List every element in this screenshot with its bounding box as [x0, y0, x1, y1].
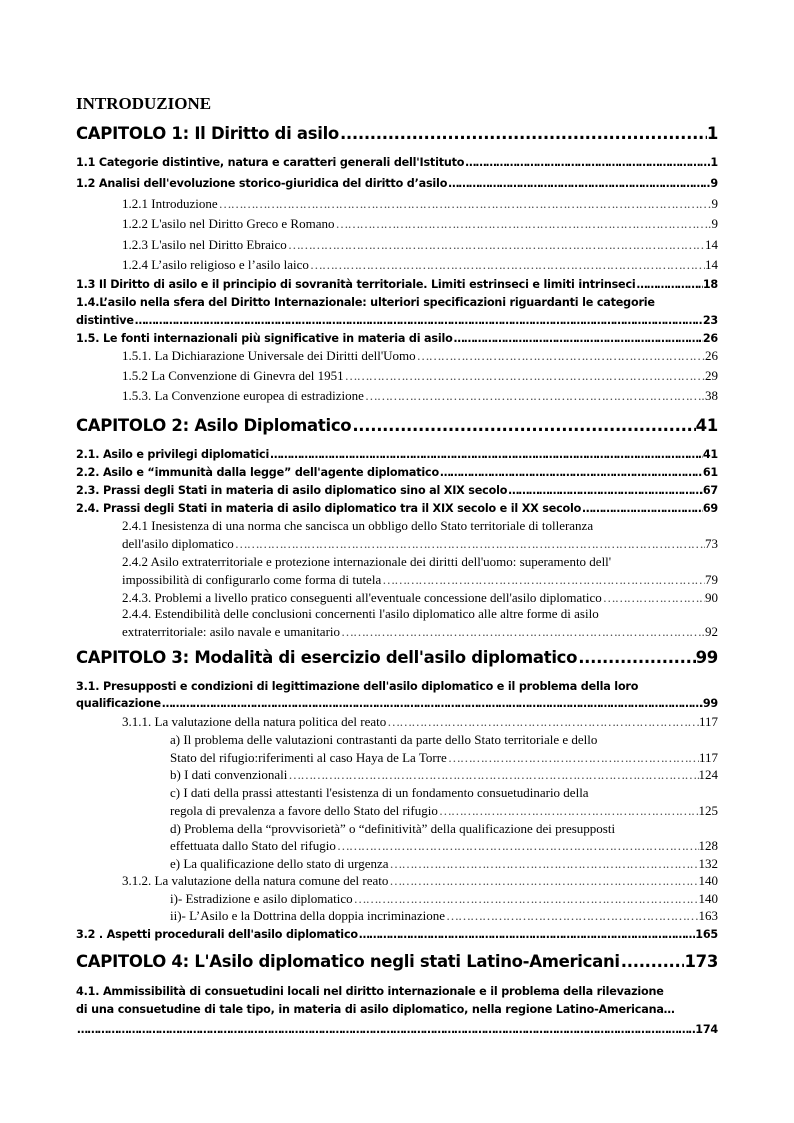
leader-dots — [439, 466, 703, 479]
entry-page: 125 — [698, 803, 718, 818]
toc-entry-3-1-1-a-cont[interactable] — [170, 750, 718, 766]
leader-dots — [269, 448, 703, 461]
entry-page: 41 — [695, 416, 718, 435]
toc-entry-1-5-1[interactable] — [122, 348, 718, 364]
entry-title: CAPITOLO 4: L'Asilo diplomatico negli stati Latino-Americani — [76, 952, 620, 971]
leader-dots — [358, 928, 695, 941]
toc-entry-2-4-4[interactable] — [122, 606, 718, 622]
entry-page: 1 — [706, 124, 718, 143]
entry-page: 90 — [705, 590, 718, 605]
entry-page: 92 — [705, 624, 718, 639]
entry-title: CAPITOLO 1: Il Diritto di asilo — [76, 124, 339, 143]
toc-entry-1-5-3[interactable] — [122, 388, 718, 404]
leader-dots — [388, 873, 698, 889]
entry-page: 41 — [702, 448, 718, 461]
entry-title: effettuata dallo Stato del rifugio — [170, 838, 336, 853]
entry-page: 73 — [705, 536, 718, 551]
entry-title: impossibilità di configurarlo come forma di tutela — [122, 572, 382, 587]
toc-entry-3-1-2[interactable] — [122, 873, 718, 889]
leader-dots — [134, 314, 703, 327]
entry-title: 2.3. Prassi degli Stati in materia di asilo diplomatico sino al XIX secolo — [76, 484, 508, 497]
entry-title: b) I dati convenzionali — [170, 767, 288, 782]
leader-dots — [416, 348, 705, 364]
toc-entry-3-1-1-d-cont[interactable] — [170, 838, 718, 854]
entry-page: 26 — [705, 348, 718, 363]
entry-title: 1.2.4 L’asilo religioso e l’asilo laico — [122, 257, 309, 272]
toc-entry-2-4[interactable] — [76, 502, 718, 515]
entry-title: distintive — [76, 314, 134, 327]
leader-dots — [218, 196, 712, 212]
leader-dots — [636, 278, 703, 291]
entry-title: 1.1 Categorie distintive, natura e caratteri generali dell'Istituto — [76, 156, 465, 169]
toc-entry-3-1-1-a[interactable] — [170, 732, 718, 748]
entry-title: regola di prevalenza a favore dello Stato del rifugio — [170, 803, 438, 818]
toc-entry-3-1-1-d[interactable] — [170, 821, 718, 837]
entry-title: 1.2.1 Introduzione — [122, 196, 218, 211]
entry-title-line1: 3.1. Presupposti e condizioni di legittimazione dell'asilo diplomatico e il problema della loro — [76, 680, 639, 693]
leader-dots — [438, 803, 699, 819]
leader-dots — [581, 502, 703, 515]
entry-title: extraterritoriale: asilo navale e umanitario — [122, 624, 341, 639]
leader-dots — [447, 177, 710, 190]
entry-page: 132 — [698, 856, 718, 871]
entry-title-line1: 4.1. Ammissibilità di consuetudini locali nel diritto internazionale e il problema della rilevazione — [76, 985, 664, 998]
toc-entry-1-4-cont[interactable] — [76, 314, 718, 327]
toc-entry-3-1-2-ii[interactable] — [170, 908, 718, 924]
entry-title: 3.2 . Aspetti procedurali dell'asilo diplomatico — [76, 928, 358, 941]
leader-dots — [351, 416, 695, 435]
entry-title: ii)- L’Asilo e la Dottrina della doppia incriminazione — [170, 908, 445, 923]
entry-title-line1: 1.4.L’asilo nella sfera del Diritto Internazionale: ulteriori specificazioni riguardanti le categorie — [76, 296, 655, 309]
entry-title: 1.3 Il Diritto di asilo e il principio di sovranità territoriale. Limiti estrinseci e limiti intrinseci — [76, 278, 636, 291]
entry-title: 2.4. Prassi degli Stati in materia di asilo diplomatico tra il XIX secolo e il XX secolo — [76, 502, 582, 515]
entry-page: 9 — [710, 177, 718, 190]
toc-entry-4-1[interactable] — [76, 985, 718, 998]
toc-entry-1-2-4[interactable] — [122, 257, 718, 273]
entry-page: 23 — [702, 314, 718, 327]
leader-dots — [340, 624, 705, 640]
toc-entry-2-4-3[interactable] — [122, 590, 718, 606]
entry-title: 2.1. Asilo e privilegi diplomatici — [76, 448, 270, 461]
entry-page: 99 — [702, 697, 718, 710]
toc-entry-2-1[interactable] — [76, 448, 718, 461]
entry-title-line1: c) I dati della prassi attestanti l'esistenza di un fondamento consuetudinario della — [170, 785, 589, 800]
leader-dots — [453, 332, 703, 345]
toc-entry-3-1-1[interactable] — [122, 714, 718, 730]
entry-page: 174 — [695, 1023, 718, 1036]
leader-dots — [76, 1023, 695, 1036]
entry-page: 99 — [695, 648, 718, 667]
toc-entry-cap4[interactable] — [76, 952, 718, 971]
entry-title: 1.2.3 L'asilo nel Diritto Ebraico — [122, 237, 287, 252]
toc-entry-1-3[interactable] — [76, 278, 718, 291]
leader-dots — [577, 648, 695, 667]
entry-title-line1: 2.4.2 Asilo extraterritoriale e protezione internazionale dei diritti dell'uomo: superamento dell' — [122, 554, 612, 569]
toc-entry-1-1[interactable] — [76, 156, 718, 169]
entry-title: 2.4.3. Problemi a livello pratico conseguenti all'eventuale concessione dell'asilo diplomatico — [122, 590, 602, 605]
entry-page: 117 — [698, 750, 718, 765]
toc-entry-3-1-1-c-cont[interactable] — [170, 803, 718, 819]
entry-title-line1: 2.4.4. Estendibilità delle conclusioni concernenti l'asilo diplomatico alle altre forme di asilo — [122, 606, 599, 621]
toc-entry-1-2-1[interactable] — [122, 196, 718, 212]
entry-page: 117 — [698, 714, 718, 729]
entry-title: 1.5.2 La Convenzione di Ginevra del 1951 — [122, 368, 344, 383]
entry-page: 9 — [711, 216, 718, 231]
toc-entry-1-5[interactable] — [76, 332, 718, 345]
entry-title: Stato del rifugio:riferimenti al caso Haya de La Torre — [170, 750, 447, 765]
entry-title: i)- Estradizione e asilo diplomatico — [170, 891, 353, 906]
leader-dots — [445, 908, 699, 924]
toc-entry-1-2-2[interactable] — [122, 216, 718, 232]
leader-dots — [287, 767, 698, 783]
entry-title: dell'asilo diplomatico — [122, 536, 234, 551]
entry-page: 79 — [705, 572, 718, 587]
entry-title: 1.2.2 L'asilo nel Diritto Greco e Romano — [122, 216, 335, 231]
entry-page: 9 — [711, 196, 718, 211]
leader-dots — [161, 697, 703, 710]
leader-dots — [364, 388, 705, 404]
leader-dots — [447, 750, 699, 766]
entry-title: 2.2. Asilo e “immunità dalla legge” dell'agente diplomatico — [76, 466, 439, 479]
entry-page: 61 — [702, 466, 718, 479]
toc-entry-1-2[interactable] — [76, 177, 718, 190]
leader-dots — [381, 572, 705, 588]
introduzione-heading: INTRODUZIONE — [76, 94, 212, 113]
entry-title: qualificazione — [76, 697, 161, 710]
toc-entry-2-4-2-cont[interactable] — [122, 572, 718, 588]
entry-page: 165 — [695, 928, 718, 941]
leader-dots — [234, 536, 705, 552]
toc-entry-1-5-2[interactable] — [122, 368, 718, 384]
entry-title: 1.5. Le fonti internazionali più significative in materia di asilo — [76, 332, 453, 345]
entry-page: 69 — [702, 502, 718, 515]
entry-title: 3.1.1. La valutazione della natura politica del reato — [122, 714, 387, 729]
leader-dots — [389, 856, 699, 872]
leader-dots — [287, 237, 705, 253]
leader-dots — [464, 156, 710, 169]
entry-title: 1.5.3. La Convenzione europea di estradizione — [122, 388, 364, 403]
entry-title: 1.2 Analisi dell'evoluzione storico-giuridica del diritto d’asilo — [76, 177, 448, 190]
entry-page: 128 — [698, 838, 718, 853]
toc-entry-3-1-1-c[interactable] — [170, 785, 718, 801]
leader-dots — [336, 838, 699, 854]
entry-title-line1: 2.4.1 Inesistenza di una norma che sancisca un obbligo dello Stato territoriale di tolleranza — [122, 518, 594, 533]
toc-entry-2-4-2[interactable] — [122, 554, 718, 570]
toc-entry-2-4-1[interactable] — [122, 518, 718, 534]
toc-entry-2-3[interactable] — [76, 484, 718, 497]
entry-page: 29 — [705, 368, 718, 383]
entry-title: CAPITOLO 3: Modalità di esercizio dell'asilo diplomatico — [76, 648, 578, 667]
toc-entry-3-1[interactable] — [76, 680, 718, 693]
entry-page: 140 — [698, 891, 718, 906]
toc-entry-cap1[interactable] — [76, 124, 718, 143]
leader-dots — [620, 952, 685, 971]
entry-page: 163 — [698, 908, 718, 923]
leader-dots — [344, 368, 705, 384]
entry-title-line2: di una consuetudine di tale tipo, in materia di asilo diplomatico, nella regione Latino-Americana… — [76, 1003, 675, 1016]
entry-title: 1.5.1. La Dichiarazione Universale dei Diritti dell'Uomo — [122, 348, 416, 363]
entry-page: 124 — [698, 767, 718, 782]
toc-entry-3-1-1-b[interactable] — [170, 767, 718, 783]
leader-dots — [334, 216, 711, 232]
entry-page: 173 — [684, 952, 718, 971]
leader-dots — [353, 891, 699, 907]
leader-dots — [386, 714, 699, 730]
leader-dots — [602, 590, 705, 606]
toc-entry-1-4[interactable] — [76, 296, 718, 309]
toc-entry-3-1-cont[interactable] — [76, 697, 718, 710]
leader-dots — [507, 484, 703, 497]
entry-page: 38 — [705, 388, 718, 403]
toc-entry-cap2[interactable] — [76, 416, 718, 435]
entry-page: 140 — [698, 873, 718, 888]
toc-entry-1-2-3[interactable] — [122, 237, 718, 253]
toc-entry-3-2[interactable] — [76, 928, 718, 941]
toc-entry-4-1-cont[interactable] — [76, 1023, 718, 1036]
leader-dots — [309, 257, 705, 273]
toc-entry-3-1-2-i[interactable] — [170, 891, 718, 907]
toc-entry-4-1-line2[interactable] — [76, 1003, 718, 1016]
entry-title-line1: a) Il problema delle valutazioni contrastanti da parte dello Stato territoriale e dello — [170, 732, 598, 747]
entry-page: 67 — [702, 484, 718, 497]
toc-entry-cap3[interactable] — [76, 648, 718, 667]
entry-title: e) La qualificazione dello stato di urgenza — [170, 856, 389, 871]
entry-page: 1 — [710, 156, 718, 169]
leader-dots — [339, 124, 707, 143]
toc-entry-2-4-1-cont[interactable] — [122, 536, 718, 552]
entry-page: 18 — [702, 278, 718, 291]
entry-title: CAPITOLO 2: Asilo Diplomatico — [76, 416, 352, 435]
entry-page: 26 — [702, 332, 718, 345]
toc-entry-2-2[interactable] — [76, 466, 718, 479]
entry-title: 3.1.2. La valutazione della natura comune del reato — [122, 873, 389, 888]
toc-entry-3-1-1-e[interactable] — [170, 856, 718, 872]
entry-title-line1: d) Problema della “provvisorietà” o “definitività” della qualificazione dei presupposti — [170, 821, 616, 836]
entry-page: 14 — [705, 257, 718, 272]
toc-entry-2-4-4-cont[interactable] — [122, 624, 718, 640]
entry-page: 14 — [705, 237, 718, 252]
